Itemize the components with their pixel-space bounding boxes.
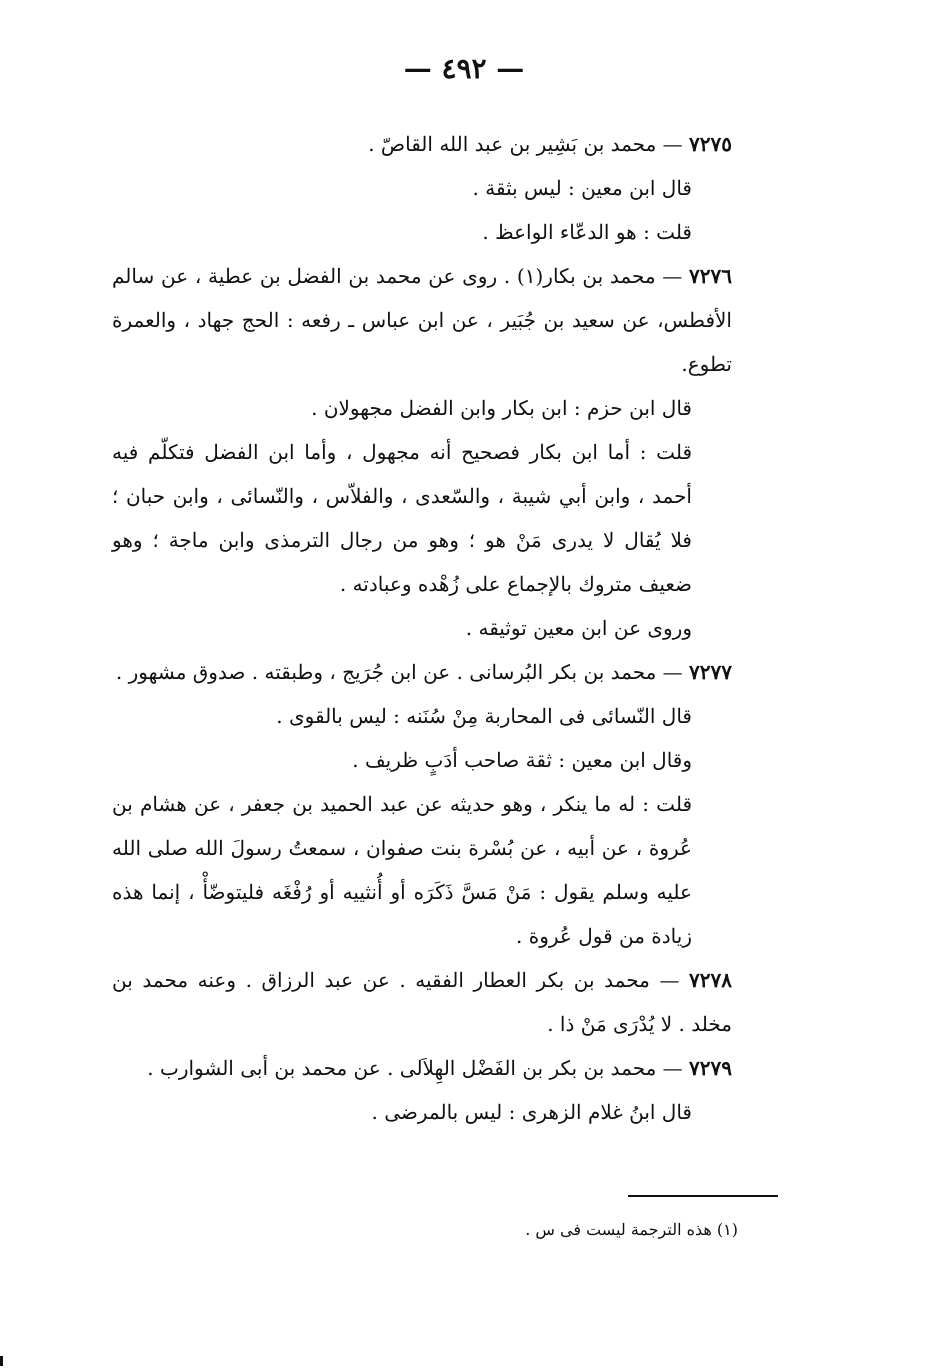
paragraph: قال ابن حزم : ابن بكار وابن الفضل مجهولان . xyxy=(311,396,692,420)
entry-number: ٧٢٧٦ xyxy=(689,264,732,288)
entry-text: — محمد بن بكر العطار الفقيه . عن عبد الرزاق . وعنه محمد بن مخلد . لا يُدْرَى مَنْ ذا . xyxy=(112,968,732,1036)
entry-text: — محمد بن بَشِير بن عبد الله القاصّ . xyxy=(368,132,690,156)
entry-7278 xyxy=(112,958,784,1046)
main-text xyxy=(112,122,784,1134)
entry-7277 xyxy=(112,650,784,694)
entry-7279 xyxy=(112,1046,784,1090)
entry-7275 xyxy=(112,122,784,166)
scan-edge-mark xyxy=(0,1356,3,1366)
entry-number: ٧٢٧٨ xyxy=(689,968,732,992)
entry-number: ٧٢٧٧ xyxy=(689,660,732,684)
entry-text: — محمد بن بكر البُرسانى . عن ابن جُرَيج ، وطبقته . صدوق مشهور . xyxy=(115,660,690,684)
entry-number: ٧٢٧٥ xyxy=(689,132,732,156)
paragraph: قال النّسائى فى المحاربة مِنْ سُنَنه : ليس بالقوى . xyxy=(276,704,692,728)
paragraph: قال ابن معين : ليس بثقة . xyxy=(472,176,692,200)
page-number: — ٤٩٢ — xyxy=(403,52,525,85)
paragraph: وقال ابن معين : ثقة صاحب أدَبٍ ظريف . xyxy=(352,748,692,772)
paragraph: قلت : له ما ينكر ، وهو حديثه عن عبد الحميد بن جعفر ، عن هشام بن عُروة ، عن أبيه ، عن بُسْرة بنت صفوان ، سمعتُ رسولَ الله صلى الله عليه وسلم يقول : مَنْ مَسَّ ذَكَرَه أو أُنثييه أو رُفْغَه فليتوضّأْ ، إنما هذه زيادة من قول عُروة . xyxy=(112,792,692,948)
paragraph: قال ابنُ غلام الزهرى : ليس بالمرضى . xyxy=(371,1100,692,1124)
paragraph: قلت : هو الدعّاء الواعظ . xyxy=(482,220,692,244)
entry-text: — محمد بن بكر بن الفَضْل الهِلاَلى . عن محمد بن أبى الشوارب . xyxy=(147,1056,690,1080)
footnote: (١) هذه الترجمة ليست فى س . xyxy=(525,1220,738,1239)
paragraph: قلت : أما ابن بكار فصحيح أنه مجهول ، وأما ابن الفضل فتكلّم فيه أحمد ، وابن أبي شيبة ، والسّعدى ، والفلاّس ، والنّسائى ، وابن حبان ؛ فلا يُقال لا يدرى مَنْ هو ؛ وهو من رجال الترمذى وابن ماجة ؛ وهو ضعيف متروك بالإجماع على زُهْده وعبادته . xyxy=(112,440,692,596)
entry-7276 xyxy=(112,254,784,386)
footnote-rule xyxy=(628,1195,778,1197)
paragraph: وروى عن ابن معين توثيقه . xyxy=(465,616,692,640)
entry-number: ٧٢٧٩ xyxy=(689,1056,732,1080)
entry-text: — محمد بن بكار(١) . روى عن محمد بن الفضل بن عطية ، عن سالم الأفطس، عن سعيد بن جُبَير ، عن ابن عباس ـ رفعه : الحج جهاد ، والعمرة تطوع. xyxy=(112,264,732,376)
